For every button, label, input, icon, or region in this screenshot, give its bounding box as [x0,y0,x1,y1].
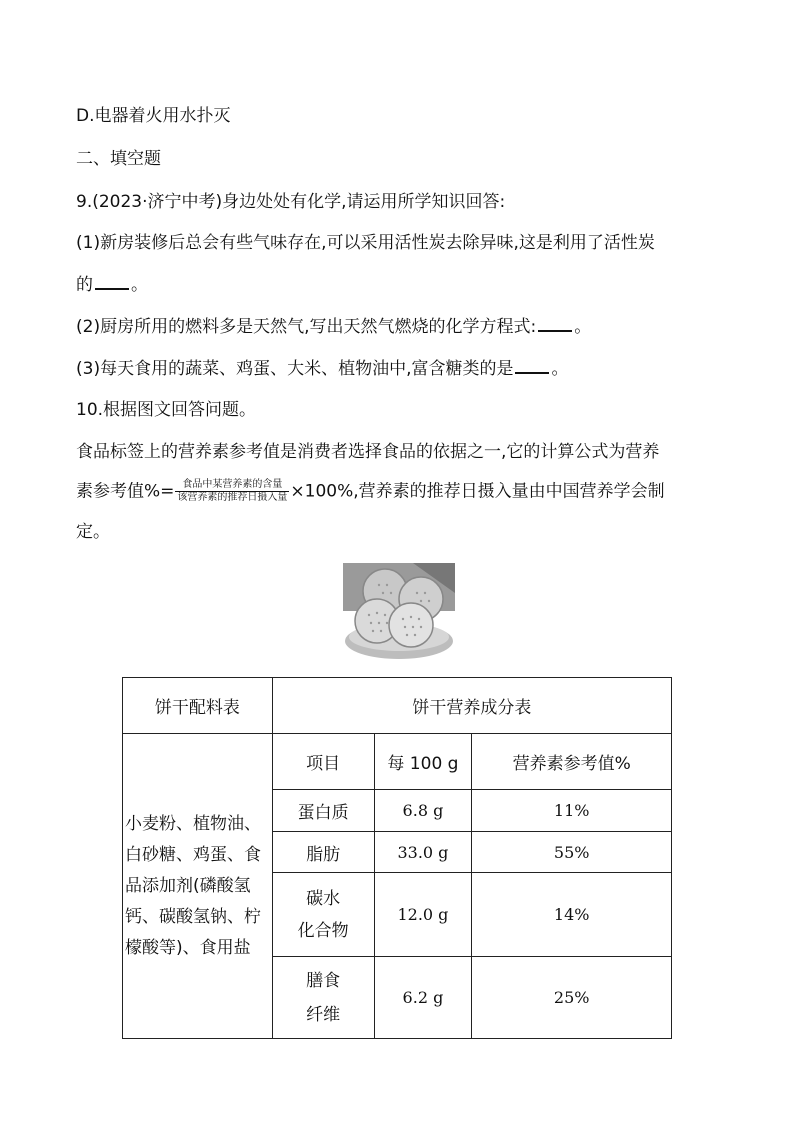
q9-part3 [76,356,568,381]
q9-part2 [76,314,591,339]
q10-formula-line [76,479,665,504]
nutrition-header: 饼干营养成分表 [272,678,671,734]
q9-part1-suffix: 。 [131,275,148,295]
ingredients-line: 品添加剂(磷酸氢 [125,875,251,896]
per100-value: 12.0 g [374,873,472,957]
biscuit-table [122,677,672,1039]
item-name-line: 脂肪 [306,844,341,865]
option-d: D.电器着火用水扑灭 [76,106,231,126]
ingredients-line: 檬酸等)、食用盐 [125,937,251,958]
nrv-value: 25% [472,957,672,1039]
q9-stem: 9.(2023·济宁中考)身边处处有化学,请运用所学知识回答: [76,192,506,212]
answer-blank[interactable] [538,314,572,332]
answer-blank[interactable] [95,272,129,290]
item-name [272,790,374,832]
ingredients-line: 小麦粉、植物油、 [125,813,261,834]
q9-part2-suffix: 。 [574,317,592,337]
q10-end: 定。 [76,522,110,542]
per100-value: 33.0 g [374,832,472,873]
nrv-value: 14% [472,873,672,957]
nrv-value: 11% [472,790,672,832]
formula-denominator: 该营养素的推荐日摄入量 [177,492,288,503]
ingredients-line: 白砂糖、鸡蛋、食 [125,844,261,865]
formula-fraction [175,479,289,504]
section-title: 二、填空题 [76,149,161,169]
item-name-line: 蛋白质 [297,803,349,823]
item-name-line: 化合物 [297,920,349,941]
formula-numerator: 食品中某营养素的含量 [175,479,289,492]
q9-part3-suffix: 。 [551,359,569,379]
q9-part2-text: (2)厨房所用的燃料多是天然气,写出天然气燃烧的化学方程式: [76,317,537,337]
table-column-header-row [123,734,672,790]
cookies-photo [343,563,455,659]
q9-part1-line1: (1)新房装修后总会有些气味存在,可以采用活性炭去除异味,这是利用了活性炭 [76,233,655,253]
formula-prefix: 素参考值%= [76,481,175,502]
q9-part3-text: (3)每天食用的蔬菜、鸡蛋、大米、植物油中,富含糖类的是 [76,359,514,379]
ingredients-header: 饼干配料表 [123,678,273,734]
item-name [272,832,374,873]
col-per100-header: 每 100 g [374,734,472,790]
q9-part1-prefix: 的 [76,275,93,295]
per100-value: 6.2 g [374,957,472,1039]
answer-blank[interactable] [515,356,549,374]
item-name-line: 碳水 [306,888,341,909]
nrv-value: 55% [472,832,672,873]
item-name-line: 膳食 [306,970,341,991]
q10-stem: 10.根据图文回答问题。 [76,400,257,420]
item-name [272,873,374,957]
q9-part1-line2 [76,272,148,297]
item-name-line: 纤维 [306,1004,341,1025]
ingredients-cell [123,734,273,1039]
item-name [272,957,374,1039]
formula-suffix: ×100%,营养素的推荐日摄入量由中国营养学会制 [290,481,665,502]
col-nrv-header: 营养素参考值% [472,734,672,790]
col-item-header: 项目 [272,734,374,790]
ingredients-line: 钙、碳酸氢钠、柠 [125,906,261,927]
q10-intro: 食品标签上的营养素参考值是消费者选择食品的依据之一,它的计算公式为营养 [76,442,660,462]
per100-value: 6.8 g [374,790,472,832]
table-header-row [123,678,672,734]
